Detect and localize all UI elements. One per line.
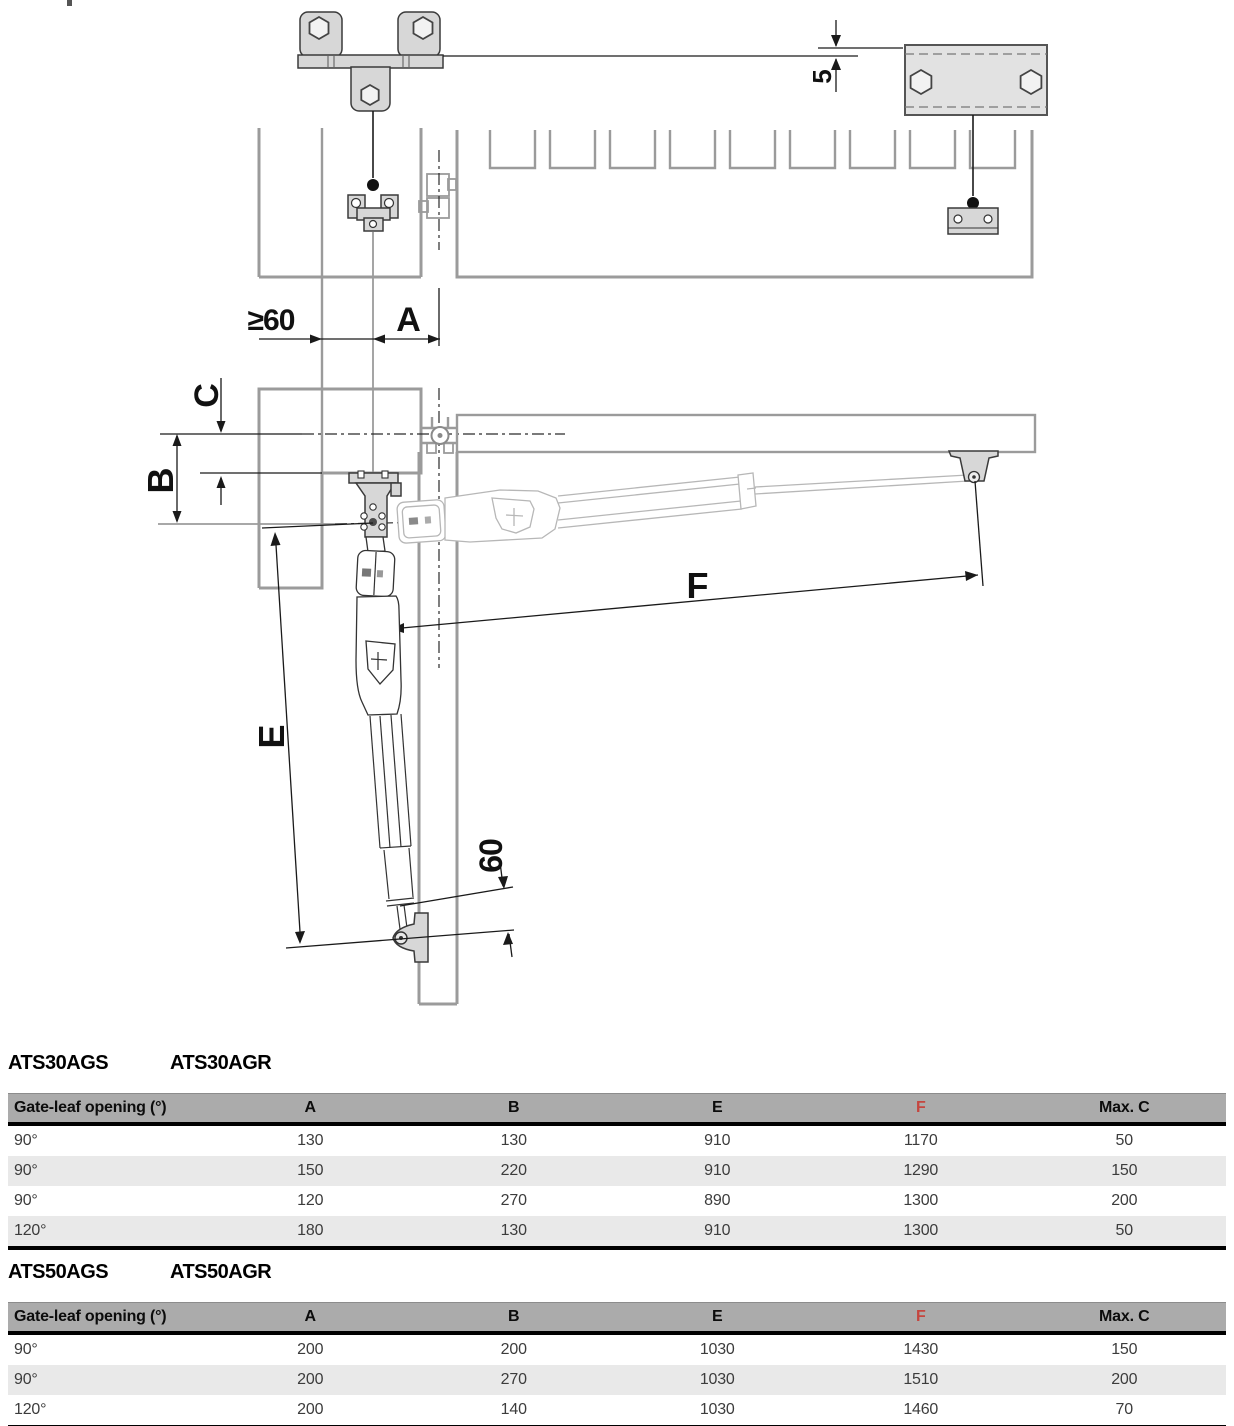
column-header: B <box>412 1094 616 1125</box>
data-cell: 220 <box>500 1162 527 1179</box>
data-cell: 200 <box>1111 1371 1138 1388</box>
column-header: F <box>819 1303 1023 1334</box>
data-cell: 1460 <box>819 1395 1023 1426</box>
data-cell: 1300 <box>819 1216 1023 1248</box>
column-header: B <box>412 1303 616 1334</box>
hex-bolt-icon <box>1021 70 1042 94</box>
data-cell: 1030 <box>699 1341 735 1358</box>
front-bracket <box>349 471 401 537</box>
dim-label-e: E <box>251 725 292 749</box>
data-cell: 50 <box>1022 1216 1226 1248</box>
column-header: Max. C <box>1022 1094 1226 1125</box>
data-cell: 1300 <box>903 1192 939 1209</box>
data-cell: 150 <box>1111 1162 1138 1179</box>
table-row <box>8 1395 1226 1426</box>
dimension-c <box>188 378 322 505</box>
data-cell: 150 <box>297 1162 324 1179</box>
hex-bolt-icon <box>361 85 378 105</box>
data-cell: 200 <box>208 1395 412 1426</box>
data-cell: 150 <box>1111 1341 1138 1358</box>
data-cell: 1290 <box>903 1162 939 1179</box>
dim-label-c: C <box>188 384 226 408</box>
data-cell: 910 <box>704 1162 731 1179</box>
data-cell: 180 <box>208 1216 412 1248</box>
data-cell: 90° <box>14 1371 38 1388</box>
data-cell: 120° <box>8 1216 208 1248</box>
dimension-foot-60 <box>286 839 514 957</box>
data-cell: 90° <box>14 1162 38 1179</box>
model-name: ATS30AGS <box>8 1052 109 1074</box>
data-cell: 1030 <box>699 1371 735 1388</box>
data-cell: 1430 <box>903 1341 939 1358</box>
column-header: Gate-leaf opening (°) <box>8 1094 208 1125</box>
data-cell: 1170 <box>903 1132 938 1149</box>
gate-bracket-plate-front <box>905 45 1047 209</box>
leader-dot <box>367 179 379 191</box>
data-cell: 200 <box>1111 1192 1138 1209</box>
data-cell: 1030 <box>615 1395 819 1426</box>
data-cell: 130 <box>412 1216 616 1248</box>
dimension-table-ats30 <box>8 1093 1226 1250</box>
column-header: E <box>615 1303 819 1334</box>
table-row <box>8 1216 1226 1248</box>
actuator-open-position <box>397 473 968 544</box>
column-header: A <box>208 1303 412 1334</box>
data-cell: 130 <box>297 1132 324 1149</box>
dim-label-5: 5 <box>807 70 837 84</box>
data-cell: 140 <box>412 1395 616 1426</box>
dim-label-b: B <box>140 468 181 494</box>
gate-leaf-bracket-front <box>949 451 998 483</box>
gate-bracket-plan <box>948 208 998 234</box>
hex-bolt-icon <box>310 17 329 39</box>
data-cell: 120 <box>297 1192 324 1209</box>
table-section-ats50 <box>8 1255 1226 1426</box>
data-cell: 910 <box>704 1132 731 1149</box>
column-header: Max. C <box>1022 1303 1226 1334</box>
data-cell: 70 <box>1022 1395 1226 1426</box>
model-titles <box>8 1261 1226 1285</box>
table-row <box>8 1124 1226 1156</box>
dimension-table-ats50 <box>8 1302 1226 1426</box>
data-cell: 200 <box>297 1341 324 1358</box>
hex-bolt-icon <box>414 17 433 39</box>
data-cell: 200 <box>297 1371 324 1388</box>
data-cell: 1510 <box>903 1371 939 1388</box>
actuator-closed-position <box>356 537 414 929</box>
data-cell: 270 <box>500 1371 527 1388</box>
column-header: A <box>208 1094 412 1125</box>
table-row <box>8 1365 1226 1395</box>
model-name: ATS50AGS <box>8 1261 109 1283</box>
data-cell: 200 <box>500 1341 527 1358</box>
table-row <box>8 1333 1226 1365</box>
dim-label-a: A <box>396 301 420 339</box>
dimension-b <box>140 434 182 523</box>
data-cell: 90° <box>14 1132 38 1149</box>
pillar-bracket-plan <box>348 195 398 231</box>
data-cell: 910 <box>615 1216 819 1248</box>
dimension-e <box>251 523 373 944</box>
table-row <box>8 1156 1226 1186</box>
model-name: ATS30AGR <box>170 1052 272 1074</box>
data-cell: 130 <box>500 1132 527 1149</box>
cropped-text-fragment <box>67 0 72 6</box>
gate-leaf-plan <box>457 130 1032 277</box>
gate-pickets <box>490 130 1015 168</box>
data-cell: 890 <box>704 1192 731 1209</box>
hinge-plan <box>419 174 456 218</box>
bracket-pivot-icon <box>369 518 377 526</box>
data-cell: 270 <box>500 1192 527 1209</box>
data-cell: 90° <box>14 1341 38 1358</box>
hex-bolt-icon <box>911 70 932 94</box>
dim-label-clearance: ≥60 <box>247 304 295 337</box>
table-section-ats30 <box>8 1046 1226 1242</box>
data-cell: 120° <box>8 1395 208 1426</box>
column-header: F <box>819 1094 1023 1125</box>
model-name: ATS50AGR <box>170 1261 272 1283</box>
dimension-clearance-and-a <box>248 301 440 344</box>
table-row <box>8 1186 1226 1216</box>
leader-dot <box>967 197 979 209</box>
column-header: Gate-leaf opening (°) <box>8 1303 208 1334</box>
dim-label-f: F <box>686 565 708 606</box>
dim-label-60: 60 <box>473 839 509 873</box>
data-cell: 90° <box>14 1192 38 1209</box>
column-header: E <box>615 1094 819 1125</box>
data-cell: 50 <box>1115 1132 1133 1149</box>
model-titles <box>8 1052 1226 1076</box>
dimension-gap-5 <box>443 20 903 92</box>
